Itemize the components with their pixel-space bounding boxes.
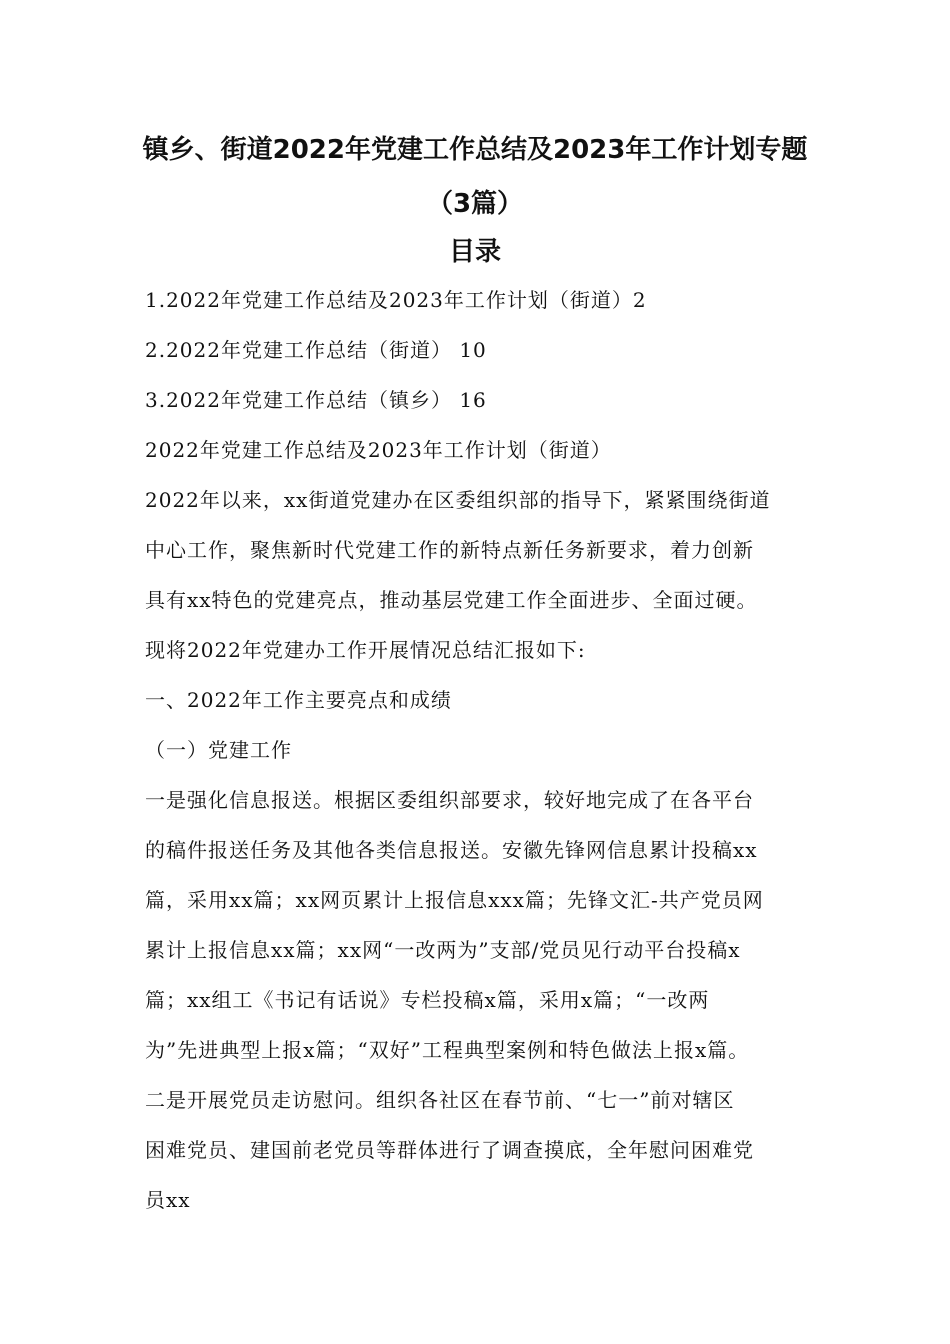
paragraph-line: 的稿件报送任务及其他各类信息报送。安徽先锋网信息累计投稿xx bbox=[145, 838, 758, 862]
paragraph-line: 累计上报信息xx篇；xx网“一改两为”支部/党员见行动平台投稿x bbox=[145, 938, 741, 962]
paragraph-line: 员xx bbox=[145, 1188, 191, 1212]
paragraph-line: 为”先进典型上报x篇；“双好”工程典型案例和特色做法上报x篇。 bbox=[145, 1038, 750, 1062]
paragraph-line: 现将2022年党建办工作开展情况总结汇报如下: bbox=[145, 638, 586, 662]
toc-heading: 目录 bbox=[448, 237, 501, 267]
subheading: （一）党建工作 bbox=[145, 738, 292, 762]
paragraph-line: 篇；xx组工《书记有话说》专栏投稿x篇，采用x篇；“一改两 bbox=[145, 988, 710, 1012]
paragraph-line: 中心工作，聚焦新时代党建工作的新特点新任务新要求，着力创新 bbox=[145, 538, 754, 562]
paragraph-line: 二是开展党员走访慰问。组织各社区在春节前、“七一”前对辖区 bbox=[145, 1088, 735, 1112]
toc-item-2: 2.2022年党建工作总结（街道） 10 bbox=[145, 338, 487, 362]
document-title-line1: 镇乡、街道2022年党建工作总结及2023年工作计划专题 bbox=[142, 135, 808, 165]
paragraph-line: 困难党员、建国前老党员等群体进行了调查摸底，全年慰问困难党 bbox=[145, 1138, 754, 1162]
paragraph-line: 具有xx特色的党建亮点，推动基层党建工作全面进步、全面过硬。 bbox=[145, 588, 758, 612]
paragraph-line: 2022年以来，xx街道党建办在区委组织部的指导下，紧紧围绕街道 bbox=[145, 488, 771, 512]
section-title: 2022年党建工作总结及2023年工作计划（街道） bbox=[145, 438, 612, 462]
subheading: 一、2022年工作主要亮点和成绩 bbox=[145, 688, 452, 712]
paragraph-line: 篇，采用xx篇；xx网页累计上报信息xxx篇；先锋文汇-共产党员网 bbox=[145, 888, 764, 912]
toc-item-1: 1.2022年党建工作总结及2023年工作计划（街道）2 bbox=[145, 288, 647, 312]
toc-item-3: 3.2022年党建工作总结（镇乡） 16 bbox=[145, 388, 487, 412]
document-title-line2: （3篇） bbox=[426, 189, 524, 219]
paragraph-line: 一是强化信息报送。根据区委组织部要求，较好地完成了在各平台 bbox=[145, 788, 754, 812]
